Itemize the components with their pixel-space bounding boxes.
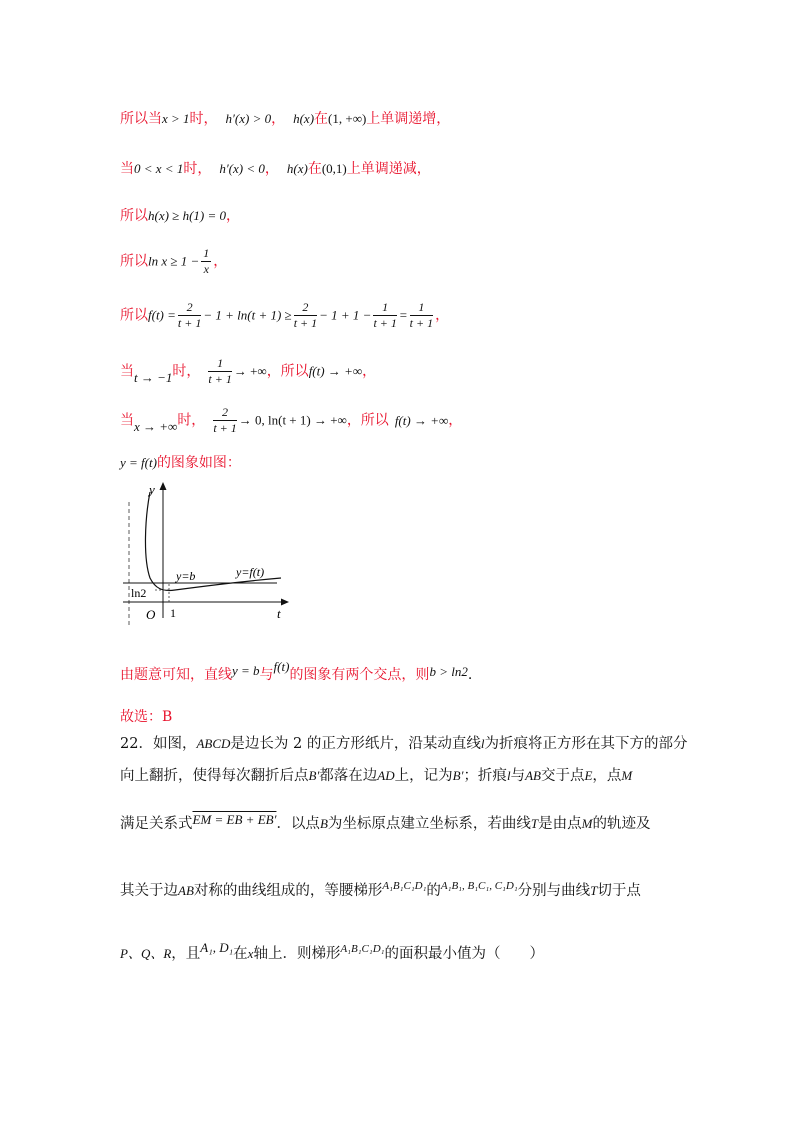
fraction-numerator: 2	[213, 405, 236, 421]
math-inequality: b > ln2	[429, 664, 468, 679]
solution-conclusion	[120, 659, 473, 684]
text: 在	[314, 111, 329, 127]
fraction	[410, 300, 433, 331]
math-line: l	[480, 736, 485, 751]
t-one-label: 1	[170, 606, 176, 620]
math-function: h(x)	[286, 161, 308, 176]
math-trapezoid: A₁B₁C₁D₁	[340, 943, 385, 955]
answer-text: 故选：B	[120, 709, 173, 725]
math-expression: − 1 + 1 −	[319, 307, 372, 323]
function-graph	[115, 478, 295, 628]
text: 的图象如图：	[156, 455, 241, 471]
math-function: y = f(t)	[120, 455, 157, 470]
math-point: E	[584, 768, 593, 783]
math-curve: T	[530, 816, 539, 831]
fraction-numerator: 1	[203, 246, 210, 260]
text: 是边长为 2 的正方形纸片，沿某动直线	[230, 736, 481, 752]
text: 时，	[172, 363, 201, 380]
text: 时，	[183, 161, 212, 177]
math-limit: → +∞	[233, 363, 267, 379]
math-segment: AB	[178, 883, 194, 898]
text: 所以当	[120, 111, 162, 127]
text: 分别与曲线	[517, 883, 591, 899]
math-limit: t → −1	[134, 369, 173, 385]
problem-22-line-2	[120, 766, 700, 786]
text: ；折痕	[463, 768, 507, 784]
math-axis: x	[247, 946, 254, 961]
math-expression: − 1 + ln(t + 1) ≥	[203, 307, 292, 323]
math-interval: (1, +∞)	[328, 111, 367, 126]
text: 在	[233, 946, 248, 962]
text: 所以	[120, 307, 148, 324]
fraction-numerator: 1	[410, 300, 433, 316]
text: 的轨迹及	[592, 816, 651, 832]
math-point: R	[163, 946, 172, 961]
text: 上单调递增，	[366, 111, 451, 127]
text: ，所以	[346, 412, 389, 429]
math-function: f(t)	[273, 659, 290, 674]
fraction	[373, 300, 396, 331]
text: ，所以	[266, 363, 309, 380]
origin-label: O	[146, 607, 156, 622]
fraction	[208, 356, 231, 387]
fraction	[213, 405, 236, 436]
text: 当	[120, 161, 134, 177]
fraction	[201, 246, 211, 277]
problem-22-line-3	[120, 814, 700, 834]
math-limit: → 0, ln(t + 1) → +∞	[238, 412, 347, 428]
text: 上单调递减，	[346, 161, 431, 177]
math-point: B′	[452, 768, 464, 783]
math-segments: A₁B₁, B₁C₁, C₁D₁	[440, 880, 518, 892]
math-vector-equation: EM = EB + EB′	[192, 812, 277, 827]
text: 与	[259, 667, 274, 683]
solution-line-5	[120, 300, 449, 331]
text: 向上翻折，使得每次翻折后点	[120, 768, 309, 784]
fraction-denominator: t + 1	[409, 316, 434, 330]
math-limit: f(t) → +∞	[308, 363, 363, 379]
solution-line-2	[120, 158, 431, 178]
text: 所以	[120, 253, 148, 270]
text: 所以	[120, 208, 148, 224]
ln2-label: ln2	[131, 586, 147, 600]
text: ，	[264, 161, 279, 177]
fraction	[178, 300, 201, 331]
math-derivative: h′(x) < 0	[219, 161, 265, 176]
math-segment: AD	[377, 768, 395, 783]
math-expression: =	[398, 307, 408, 323]
curve-label: y=f(t)	[236, 565, 265, 579]
y-axis-label: y	[149, 482, 155, 497]
solution-line-1	[120, 108, 450, 128]
text: 轴上．则梯形	[253, 946, 341, 962]
fraction-denominator: t + 1	[213, 421, 237, 435]
text: 在	[307, 161, 322, 177]
fraction-numerator: 2	[178, 300, 201, 316]
text: 为坐标原点建立坐标系，若曲线	[327, 816, 531, 832]
math-point: M	[621, 768, 633, 783]
text: ，点	[592, 768, 622, 784]
fraction-denominator: t + 1	[177, 316, 202, 330]
math-expression: f(t) =	[148, 307, 176, 323]
fraction-numerator: 1	[208, 356, 231, 372]
text: 与	[510, 768, 526, 784]
math-point: M	[581, 816, 593, 831]
problem-number: 22．	[120, 736, 153, 752]
text: ，	[271, 111, 286, 127]
math-curve: T	[590, 883, 598, 898]
fraction-denominator: x	[203, 262, 209, 276]
fraction-numerator: 1	[373, 300, 396, 316]
math-inequality: h(x) ≥ h(1) = 0	[148, 208, 226, 223]
t-axis-label: t	[277, 606, 281, 621]
text: ．以点	[276, 816, 320, 832]
line-label: y=b	[176, 569, 196, 583]
text: 对称的曲线组成的，等腰梯形	[193, 883, 383, 899]
text: 交于点	[540, 768, 585, 784]
t-axis-arrow	[281, 599, 289, 606]
problem-22-line-4	[120, 881, 700, 902]
answer-choice	[120, 706, 172, 726]
text: ，	[226, 208, 240, 224]
math-point: B′	[308, 768, 320, 783]
text: 的图象有两个交点，则	[289, 667, 430, 683]
text: 是由点	[538, 816, 582, 832]
text: ，且	[171, 946, 201, 962]
text: 为折痕将正方形在其下方的部分	[484, 736, 688, 752]
solution-line-3	[120, 205, 240, 225]
text: 满足关系式	[120, 816, 193, 832]
text: 时，	[189, 111, 218, 127]
solution-line-4	[120, 246, 227, 277]
solution-line-8	[120, 452, 241, 472]
y-axis-arrow	[160, 482, 167, 490]
text: ，	[435, 307, 450, 324]
fraction	[294, 300, 317, 331]
text: ，	[448, 412, 463, 429]
problem-22-line-1	[120, 734, 700, 754]
text: 的	[426, 883, 441, 899]
math-interval: (0,1)	[321, 161, 347, 176]
text: 当	[120, 363, 134, 380]
solution-line-7	[120, 405, 462, 436]
fraction-numerator: 2	[294, 300, 317, 316]
math-limit: x → +∞	[134, 418, 178, 434]
text: 当	[120, 412, 134, 429]
math-function: h(x)	[293, 111, 315, 126]
math-point: B	[319, 816, 328, 831]
math-condition: 0 < x < 1	[134, 161, 184, 176]
text: 上，记为	[394, 768, 453, 784]
text: 由题意可知，直线	[120, 667, 232, 683]
text: 其关于边	[120, 883, 178, 899]
math-square: ABCD	[196, 736, 231, 751]
math-inequality: ln x ≥ 1 −	[148, 253, 200, 269]
text: .	[467, 667, 473, 683]
math-line: l	[506, 768, 511, 783]
math-points: P、Q、	[120, 946, 164, 961]
math-line: y = b	[232, 663, 260, 678]
text: 时，	[177, 412, 206, 429]
math-points: A₁, D₁	[200, 940, 234, 955]
text: 切于点	[597, 883, 641, 899]
text: ，	[362, 363, 377, 380]
text: 都落在边	[319, 768, 378, 784]
text: 的面积最小值为（ ）	[384, 946, 544, 962]
fraction-denominator: t + 1	[208, 372, 232, 386]
math-condition: x > 1	[162, 111, 190, 126]
fraction-denominator: t + 1	[293, 316, 318, 330]
math-limit: f(t) → +∞	[394, 412, 449, 428]
fraction-denominator: t + 1	[373, 316, 397, 330]
solution-line-6	[120, 356, 376, 387]
math-segment: AB	[525, 768, 541, 783]
problem-22-line-5	[120, 940, 700, 965]
math-trapezoid: A₁B₁C₁D₁	[382, 880, 427, 892]
math-derivative: h′(x) > 0	[225, 111, 272, 126]
text: ，	[213, 253, 228, 270]
text: 如图，	[152, 736, 197, 752]
